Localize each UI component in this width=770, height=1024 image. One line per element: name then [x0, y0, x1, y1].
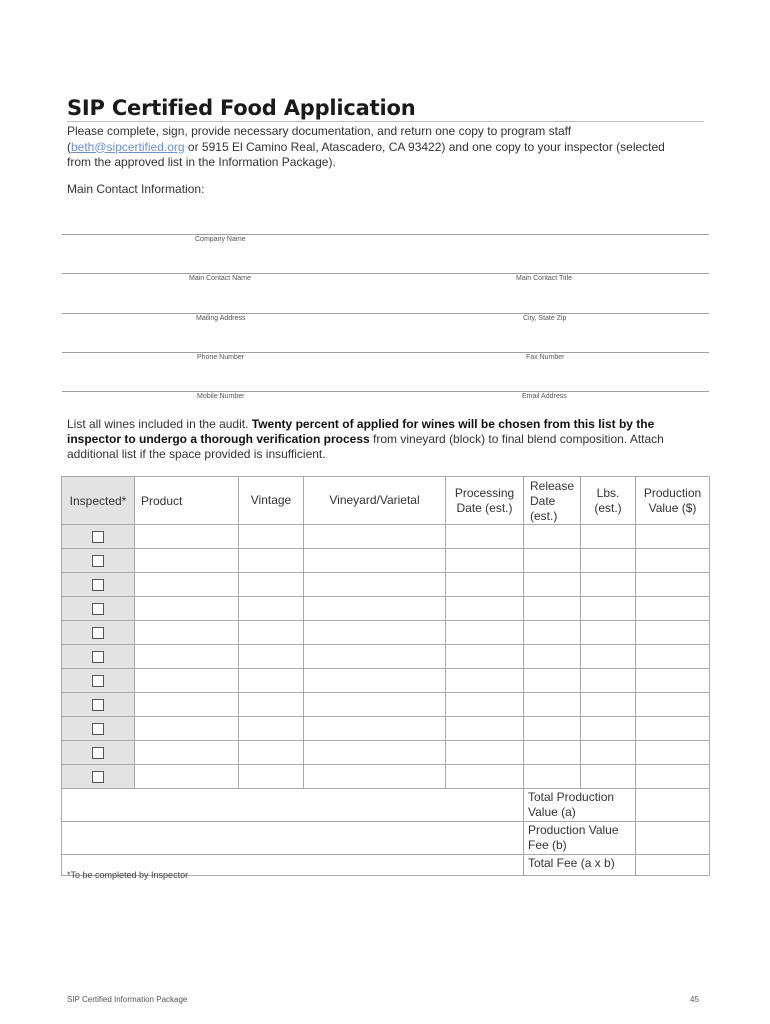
production-value-cell[interactable] [636, 549, 710, 573]
production-value-fee-spacer [62, 822, 524, 855]
lbs-cell[interactable] [581, 669, 636, 693]
mobile-number-label: Mobile Number [197, 393, 245, 400]
production-value-cell[interactable] [636, 597, 710, 621]
release-date-cell[interactable] [524, 693, 581, 717]
vineyard-varietal-cell[interactable] [304, 525, 446, 549]
vintage-cell[interactable] [239, 645, 304, 669]
table-row [62, 693, 710, 717]
header-release-date [524, 477, 581, 525]
footer-title: SIP Certified Information Package [67, 995, 188, 1004]
processing-date-cell[interactable] [446, 645, 524, 669]
mailing-address-line[interactable] [62, 313, 709, 314]
inspected-cell [62, 525, 135, 549]
vineyard-varietal-cell[interactable] [304, 765, 446, 789]
inspected-checkbox[interactable] [92, 747, 104, 759]
table-row [62, 765, 710, 789]
inspected-cell [62, 597, 135, 621]
wine-rows [62, 525, 710, 789]
header-product: Product [135, 477, 239, 525]
release-date-cell[interactable] [524, 597, 581, 621]
vintage-cell[interactable] [239, 765, 304, 789]
table-row [62, 573, 710, 597]
inspected-checkbox[interactable] [92, 531, 104, 543]
vineyard-varietal-cell[interactable] [304, 621, 446, 645]
product-cell[interactable] [135, 597, 239, 621]
product-cell[interactable] [135, 741, 239, 765]
title-divider [67, 121, 704, 122]
main-contact-title-label: Main Contact Title [516, 275, 573, 282]
header-lbs-line-2: (est.) [594, 500, 622, 515]
page-title: SIP Certified Food Application [67, 96, 416, 120]
lbs-cell[interactable] [581, 597, 636, 621]
header-vineyard-varietal: Vineyard/Varietal [304, 477, 446, 525]
inspected-checkbox[interactable] [92, 723, 104, 735]
vineyard-varietal-cell[interactable] [304, 693, 446, 717]
production-value-fee-row [62, 822, 710, 855]
vintage-cell[interactable] [239, 597, 304, 621]
lbs-cell[interactable] [581, 717, 636, 741]
main-contact-name-label: Main Contact Name [189, 275, 251, 282]
product-cell[interactable] [135, 621, 239, 645]
release-date-cell[interactable] [524, 549, 581, 573]
production-value-cell[interactable] [636, 741, 710, 765]
intro-paragraph [67, 124, 707, 171]
header-lbs [581, 477, 636, 525]
release-date-cell[interactable] [524, 621, 581, 645]
instructions-bold-1: Twenty percent of applied for wines will be chosen from this list by the [251, 417, 655, 431]
email-address-label: Email Address [522, 393, 567, 400]
instructions-part-2: from vineyard (block) to final blend composition. Attach [369, 432, 664, 447]
contact-name-line[interactable] [62, 273, 709, 274]
instructions-part-1: List all wines included in the audit. [67, 417, 252, 431]
processing-date-cell[interactable] [446, 597, 524, 621]
email-link[interactable]: beth@sipcertified.org [71, 139, 185, 154]
vintage-cell[interactable] [239, 573, 304, 597]
inspected-cell [62, 741, 135, 765]
production-value-fee-value[interactable] [636, 822, 710, 855]
production-value-cell[interactable] [636, 669, 710, 693]
header-processing-date [446, 477, 524, 525]
inspected-checkbox[interactable] [92, 699, 104, 711]
release-date-cell[interactable] [524, 669, 581, 693]
header-vintage: Vintage [239, 477, 304, 525]
processing-date-cell[interactable] [446, 573, 524, 597]
processing-date-cell[interactable] [446, 717, 524, 741]
table-row [62, 741, 710, 765]
total-production-label-line-2: Value (a) [528, 805, 576, 819]
release-date-cell[interactable] [524, 525, 581, 549]
fax-number-label: Fax Number [526, 354, 565, 361]
inspected-checkbox[interactable] [92, 771, 104, 783]
inspected-cell [62, 669, 135, 693]
lbs-cell[interactable] [581, 525, 636, 549]
instructions-part-3: additional list if the space provided is insufficient. [67, 447, 326, 462]
header-release-line-2: Date [530, 494, 556, 508]
production-value-cell[interactable] [636, 717, 710, 741]
processing-date-cell[interactable] [446, 669, 524, 693]
header-value-line-1: Production [643, 485, 702, 500]
lbs-cell[interactable] [581, 693, 636, 717]
vintage-cell[interactable] [239, 621, 304, 645]
total-fee-label-line-1: Total Fee (a x b) [528, 856, 615, 870]
table-row [62, 645, 710, 669]
table-row [62, 597, 710, 621]
city-state-zip-label: City, State Zip [523, 315, 567, 322]
footnote: *To be completed by Inspector [67, 870, 189, 880]
release-date-cell[interactable] [524, 573, 581, 597]
production-value-cell[interactable] [636, 645, 710, 669]
product-cell[interactable] [135, 669, 239, 693]
header-lbs-line-1: Lbs. [596, 485, 620, 500]
vineyard-varietal-cell[interactable] [304, 645, 446, 669]
release-date-cell[interactable] [524, 741, 581, 765]
header-production-value [636, 477, 710, 525]
table-row [62, 717, 710, 741]
header-processing-line-2: Date (est.) [456, 500, 513, 515]
vintage-cell[interactable] [239, 669, 304, 693]
table-row [62, 549, 710, 573]
vintage-cell[interactable] [239, 549, 304, 573]
phone-line[interactable] [62, 352, 709, 353]
company-name-line[interactable] [62, 234, 709, 235]
wine-list-instructions [67, 417, 712, 463]
release-date-cell[interactable] [524, 765, 581, 789]
lbs-cell[interactable] [581, 645, 636, 669]
vineyard-varietal-cell[interactable] [304, 717, 446, 741]
mailing-address-label: Mailing Address [196, 315, 246, 322]
lbs-cell[interactable] [581, 621, 636, 645]
product-cell[interactable] [135, 525, 239, 549]
total-production-spacer [62, 789, 524, 822]
production-value-cell[interactable] [636, 765, 710, 789]
intro-line-2 [67, 140, 707, 156]
total-production-label-line-1: Total Production [528, 790, 615, 804]
header-release-line-1: Release [530, 479, 575, 493]
vineyard-varietal-cell[interactable] [304, 549, 446, 573]
processing-date-cell[interactable] [446, 693, 524, 717]
inspected-checkbox[interactable] [92, 579, 104, 591]
instructions-bold-2: inspector to undergo a thorough verification process [67, 432, 370, 447]
company-name-label: Company Name [195, 236, 246, 243]
vineyard-varietal-cell[interactable] [304, 669, 446, 693]
release-date-cell[interactable] [524, 717, 581, 741]
total-production-label [524, 789, 636, 822]
vintage-cell[interactable] [239, 741, 304, 765]
production-value-fee-label-line-1: Production Value [528, 823, 619, 837]
processing-date-cell[interactable] [446, 741, 524, 765]
intro-paren: ( [67, 139, 71, 154]
inspected-cell [62, 717, 135, 741]
inspected-checkbox[interactable] [92, 651, 104, 663]
product-cell[interactable] [135, 645, 239, 669]
vineyard-varietal-cell[interactable] [304, 597, 446, 621]
inspected-cell [62, 645, 135, 669]
intro-address: or 5915 El Camino Real, Atascadero, CA 93422) and one copy to your inspector (selected [184, 139, 665, 154]
total-production-value[interactable] [636, 789, 710, 822]
inspected-cell [62, 549, 135, 573]
phone-number-label: Phone Number [197, 354, 245, 361]
product-cell[interactable] [135, 717, 239, 741]
processing-date-cell[interactable] [446, 549, 524, 573]
vintage-cell[interactable] [239, 717, 304, 741]
header-release-line-3: (est.) [530, 509, 558, 523]
header-inspected: Inspected* [62, 477, 135, 525]
totals-section [62, 789, 710, 876]
page-number: 45 [690, 995, 699, 1004]
production-value-cell[interactable] [636, 693, 710, 717]
table-header-row [62, 477, 710, 525]
mobile-line[interactable] [62, 391, 709, 392]
vintage-cell[interactable] [239, 693, 304, 717]
product-cell[interactable] [135, 765, 239, 789]
intro-line-3: from the approved list in the Information Package). [67, 155, 336, 169]
release-date-cell[interactable] [524, 645, 581, 669]
inspected-cell [62, 573, 135, 597]
inspected-checkbox[interactable] [92, 675, 104, 687]
main-contact-heading: Main Contact Information: [67, 182, 205, 196]
lbs-cell[interactable] [581, 549, 636, 573]
inspected-cell [62, 621, 135, 645]
production-value-fee-label-line-2: Fee (b) [528, 838, 567, 852]
inspected-checkbox[interactable] [92, 555, 104, 567]
processing-date-cell[interactable] [446, 765, 524, 789]
intro-line-1: Please complete, sign, provide necessary documentation, and return one copy to program staff [67, 124, 572, 138]
header-processing-line-1: Processing [454, 485, 515, 500]
vineyard-varietal-cell[interactable] [304, 573, 446, 597]
inspected-cell [62, 693, 135, 717]
processing-date-cell[interactable] [446, 621, 524, 645]
processing-date-cell[interactable] [446, 525, 524, 549]
total-production-row [62, 789, 710, 822]
production-value-cell[interactable] [636, 525, 710, 549]
lbs-cell[interactable] [581, 741, 636, 765]
product-cell[interactable] [135, 693, 239, 717]
product-cell[interactable] [135, 573, 239, 597]
table-row [62, 621, 710, 645]
header-value-line-2: Value ($) [648, 500, 697, 515]
total-fee-label [524, 855, 636, 876]
lbs-cell[interactable] [581, 765, 636, 789]
production-value-cell[interactable] [636, 573, 710, 597]
inspected-cell [62, 765, 135, 789]
inspected-checkbox[interactable] [92, 627, 104, 639]
wine-list-table [61, 476, 710, 876]
vineyard-varietal-cell[interactable] [304, 741, 446, 765]
table-row [62, 669, 710, 693]
vintage-cell[interactable] [239, 525, 304, 549]
production-value-fee-label [524, 822, 636, 855]
lbs-cell[interactable] [581, 573, 636, 597]
total-fee-value[interactable] [636, 855, 710, 876]
inspected-checkbox[interactable] [92, 603, 104, 615]
product-cell[interactable] [135, 549, 239, 573]
production-value-cell[interactable] [636, 621, 710, 645]
table-row [62, 525, 710, 549]
